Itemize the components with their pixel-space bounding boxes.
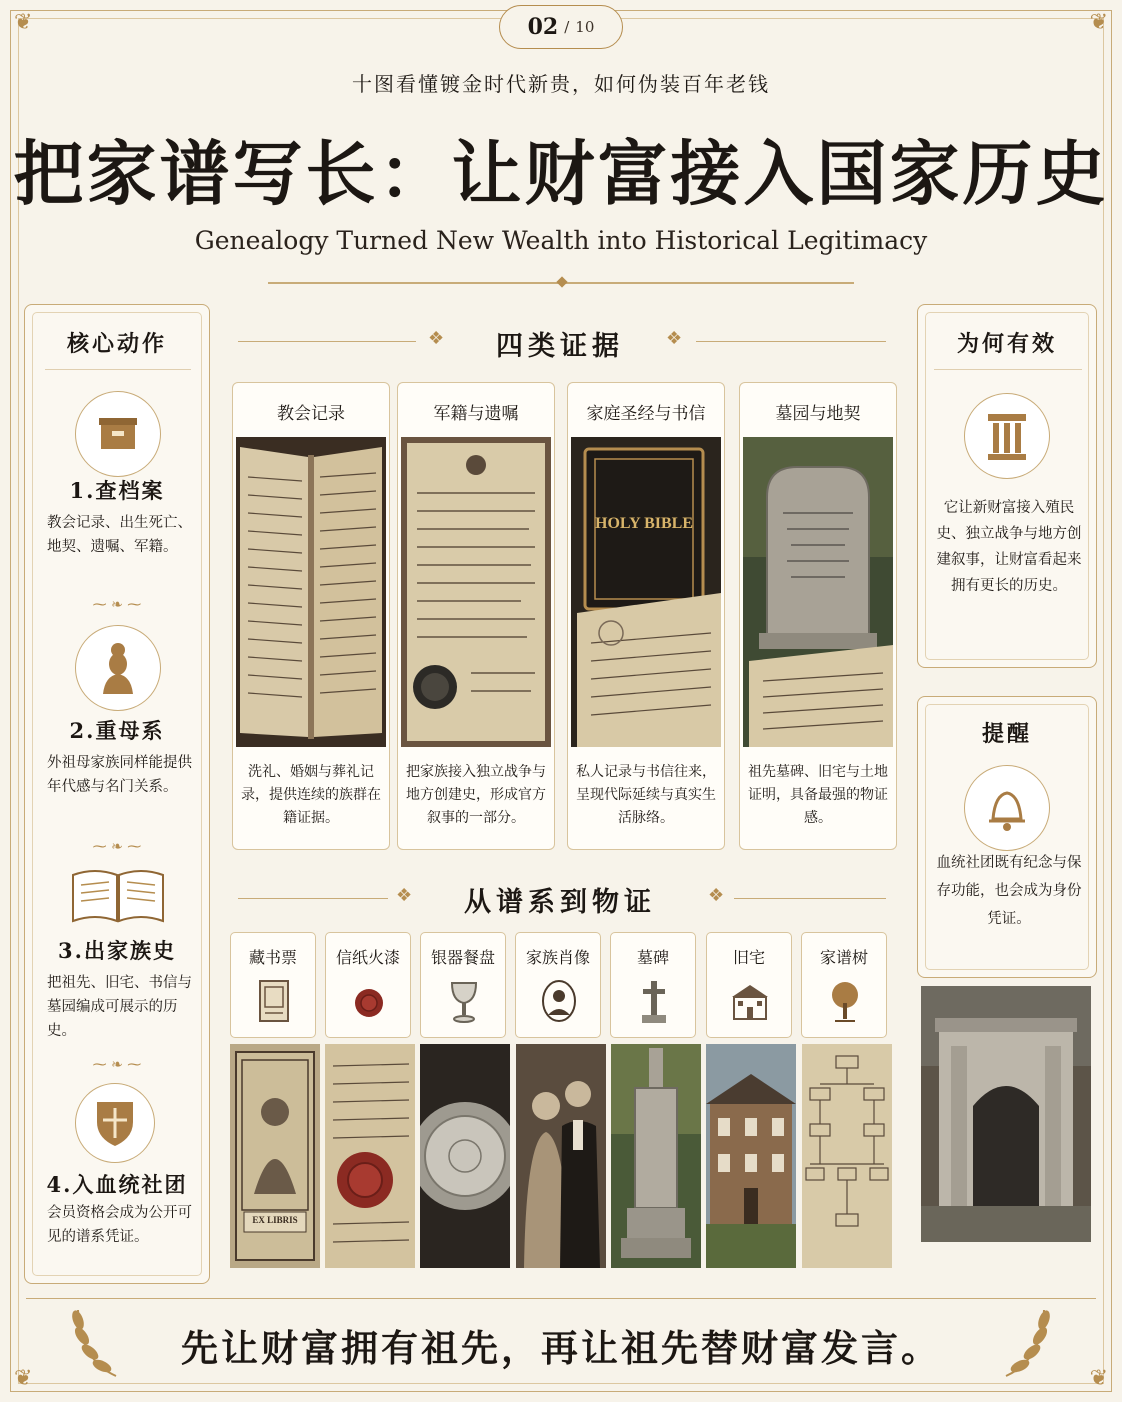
artifact-card bbox=[515, 932, 601, 1038]
column-pillar-icon bbox=[964, 393, 1050, 479]
evidence-card-family-bible bbox=[567, 382, 725, 850]
evidence-label: 军籍与遗嘱 bbox=[433, 404, 519, 424]
action-desc: 外祖母家族同样能提供年代感与名门关系。 bbox=[47, 755, 192, 795]
footer-slogan: 先让财富拥有祖先，再让祖先替财富发言。 bbox=[181, 1326, 941, 1370]
artifact-card bbox=[230, 932, 316, 1038]
archive-box-icon bbox=[75, 391, 161, 477]
evidence-section-title: 四类证据 bbox=[496, 331, 624, 362]
bell-icon bbox=[964, 765, 1050, 851]
evidence-desc: 祖先墓碑、旧宅与土地证明，具备最强的物证感。 bbox=[748, 764, 888, 826]
artifact-card bbox=[801, 932, 887, 1038]
action-desc: 教会记录、出生死亡、地契、遗嘱、军籍。 bbox=[47, 515, 192, 555]
why-effective-desc: 它让新财富接入殖民史、独立战争与地方创建叙事，让财富看起来拥有更长的历史。 bbox=[936, 500, 1082, 594]
woman-silhouette-icon bbox=[75, 625, 161, 711]
artifact-card bbox=[706, 932, 792, 1038]
page-separator: / bbox=[564, 18, 570, 36]
corner-ornament-icon: ❦ bbox=[1089, 10, 1108, 35]
page-indicator bbox=[499, 5, 623, 49]
evidence-card-military-wills bbox=[397, 382, 555, 850]
why-effective-title: 为何有效 bbox=[956, 331, 1057, 357]
evidence-desc: 洗礼、婚姻与葬礼记录，提供连续的族群在籍证据。 bbox=[241, 764, 381, 826]
bible-cover-text: HOLY BIBLE bbox=[595, 515, 693, 532]
page-subtitle: Genealogy Turned New Wealth into Historical Legitimacy bbox=[194, 226, 928, 255]
artifact-card bbox=[610, 932, 696, 1038]
evidence-card-cemetery-deeds bbox=[739, 382, 897, 850]
title-divider bbox=[268, 282, 854, 284]
grave-cross-icon bbox=[634, 979, 674, 1025]
family-tree-chart-image bbox=[802, 1044, 892, 1268]
reminder-title: 提醒 bbox=[981, 721, 1032, 747]
holy-bible-image bbox=[571, 437, 721, 747]
silver-plate-image bbox=[420, 1044, 510, 1268]
crest-shield-icon bbox=[75, 1083, 155, 1163]
core-actions-title: 核心动作 bbox=[66, 331, 167, 357]
action-desc: 把祖先、旧宅、书信与墓园编成可展示的历史。 bbox=[47, 975, 192, 1039]
old-mansion-image bbox=[706, 1044, 796, 1268]
mansion-icon bbox=[730, 979, 770, 1025]
reminder-panel bbox=[917, 696, 1097, 978]
family-tree-icon bbox=[825, 979, 865, 1025]
evidence-card-church-records bbox=[232, 382, 390, 850]
open-book-icon bbox=[69, 865, 167, 925]
artifact-label: 旧宅 bbox=[732, 948, 765, 967]
evidence-label: 教会记录 bbox=[277, 404, 345, 424]
gravestone-image bbox=[743, 437, 893, 747]
ex-libris-text: EX LIBRIS bbox=[252, 1215, 298, 1225]
bookplate-icon bbox=[254, 979, 294, 1025]
kicker-text: 十图看懂镀金时代新贵，如何伪装百年老钱 bbox=[352, 72, 770, 96]
artifact-card bbox=[420, 932, 506, 1038]
page-current: 02 bbox=[527, 14, 559, 40]
action-title: 4.入血统社团 bbox=[46, 1172, 188, 1197]
artifact-card bbox=[325, 932, 411, 1038]
family-portrait-image bbox=[516, 1044, 606, 1268]
core-actions-panel: 核心动作 1.查档案 教会记录、出生死亡、地契、遗嘱、军籍。 ⁓ ❧ ⁓ 2.重母系 外祖母家族同样能提供年代感与名门关系。 ⁓ ❧ ⁓ 3.出家族史 把祖先、旧宅、书信与墓园编成可展示的历史。 ⁓ ❧ ⁓ 4.入血统社团 会员资格会成为公开可见的谱系凭证。 bbox=[24, 304, 210, 1284]
artifact-label: 家谱树 bbox=[819, 948, 868, 967]
artifact-label: 信纸火漆 bbox=[335, 948, 400, 967]
page-total: 10 bbox=[575, 18, 595, 36]
footer-divider bbox=[26, 1298, 1096, 1299]
action-desc: 会员资格会成为公开可见的谱系凭证。 bbox=[47, 1205, 192, 1245]
corner-ornament-icon: ❦ bbox=[14, 10, 33, 35]
artifact-label: 藏书票 bbox=[248, 948, 297, 967]
artifact-label: 家族肖像 bbox=[525, 948, 590, 967]
evidence-desc: 把家族接入独立战争与地方创建史，形成官方叙事的一部分。 bbox=[406, 764, 546, 826]
stone-gate-image bbox=[921, 986, 1091, 1242]
why-effective-panel bbox=[917, 304, 1097, 668]
ex-libris-image bbox=[230, 1044, 320, 1268]
wax-seal-icon bbox=[349, 979, 389, 1025]
action-title: 2.重母系 bbox=[69, 718, 165, 743]
artifact-label: 银器餐盘 bbox=[430, 948, 495, 967]
will-document-image bbox=[401, 437, 551, 747]
silver-goblet-icon bbox=[444, 979, 484, 1025]
corner-ornament-icon: ❦ bbox=[14, 1366, 33, 1391]
wax-seal-letter-image bbox=[325, 1044, 415, 1268]
reminder-desc: 血统社团既有纪念与保存功能，也会成为身份凭证。 bbox=[936, 855, 1082, 927]
page-title: 把家谱写长：让财富接入国家历史 bbox=[13, 132, 1109, 215]
artifact-label: 墓碑 bbox=[636, 948, 669, 967]
portrait-icon bbox=[539, 979, 579, 1025]
tombstone-photo-image bbox=[611, 1044, 701, 1268]
action-title: 1.查档案 bbox=[69, 478, 165, 503]
action-title: 3.出家族史 bbox=[58, 938, 176, 963]
evidence-label: 家庭圣经与书信 bbox=[586, 404, 706, 424]
evidence-desc: 私人记录与书信往来，呈现代际延续与真实生活脉络。 bbox=[576, 764, 716, 826]
evidence-label: 墓园与地契 bbox=[775, 404, 861, 424]
corner-ornament-icon: ❦ bbox=[1089, 1366, 1108, 1391]
church-register-image bbox=[236, 437, 386, 747]
artifacts-section-title: 从谱系到物证 bbox=[464, 887, 656, 918]
